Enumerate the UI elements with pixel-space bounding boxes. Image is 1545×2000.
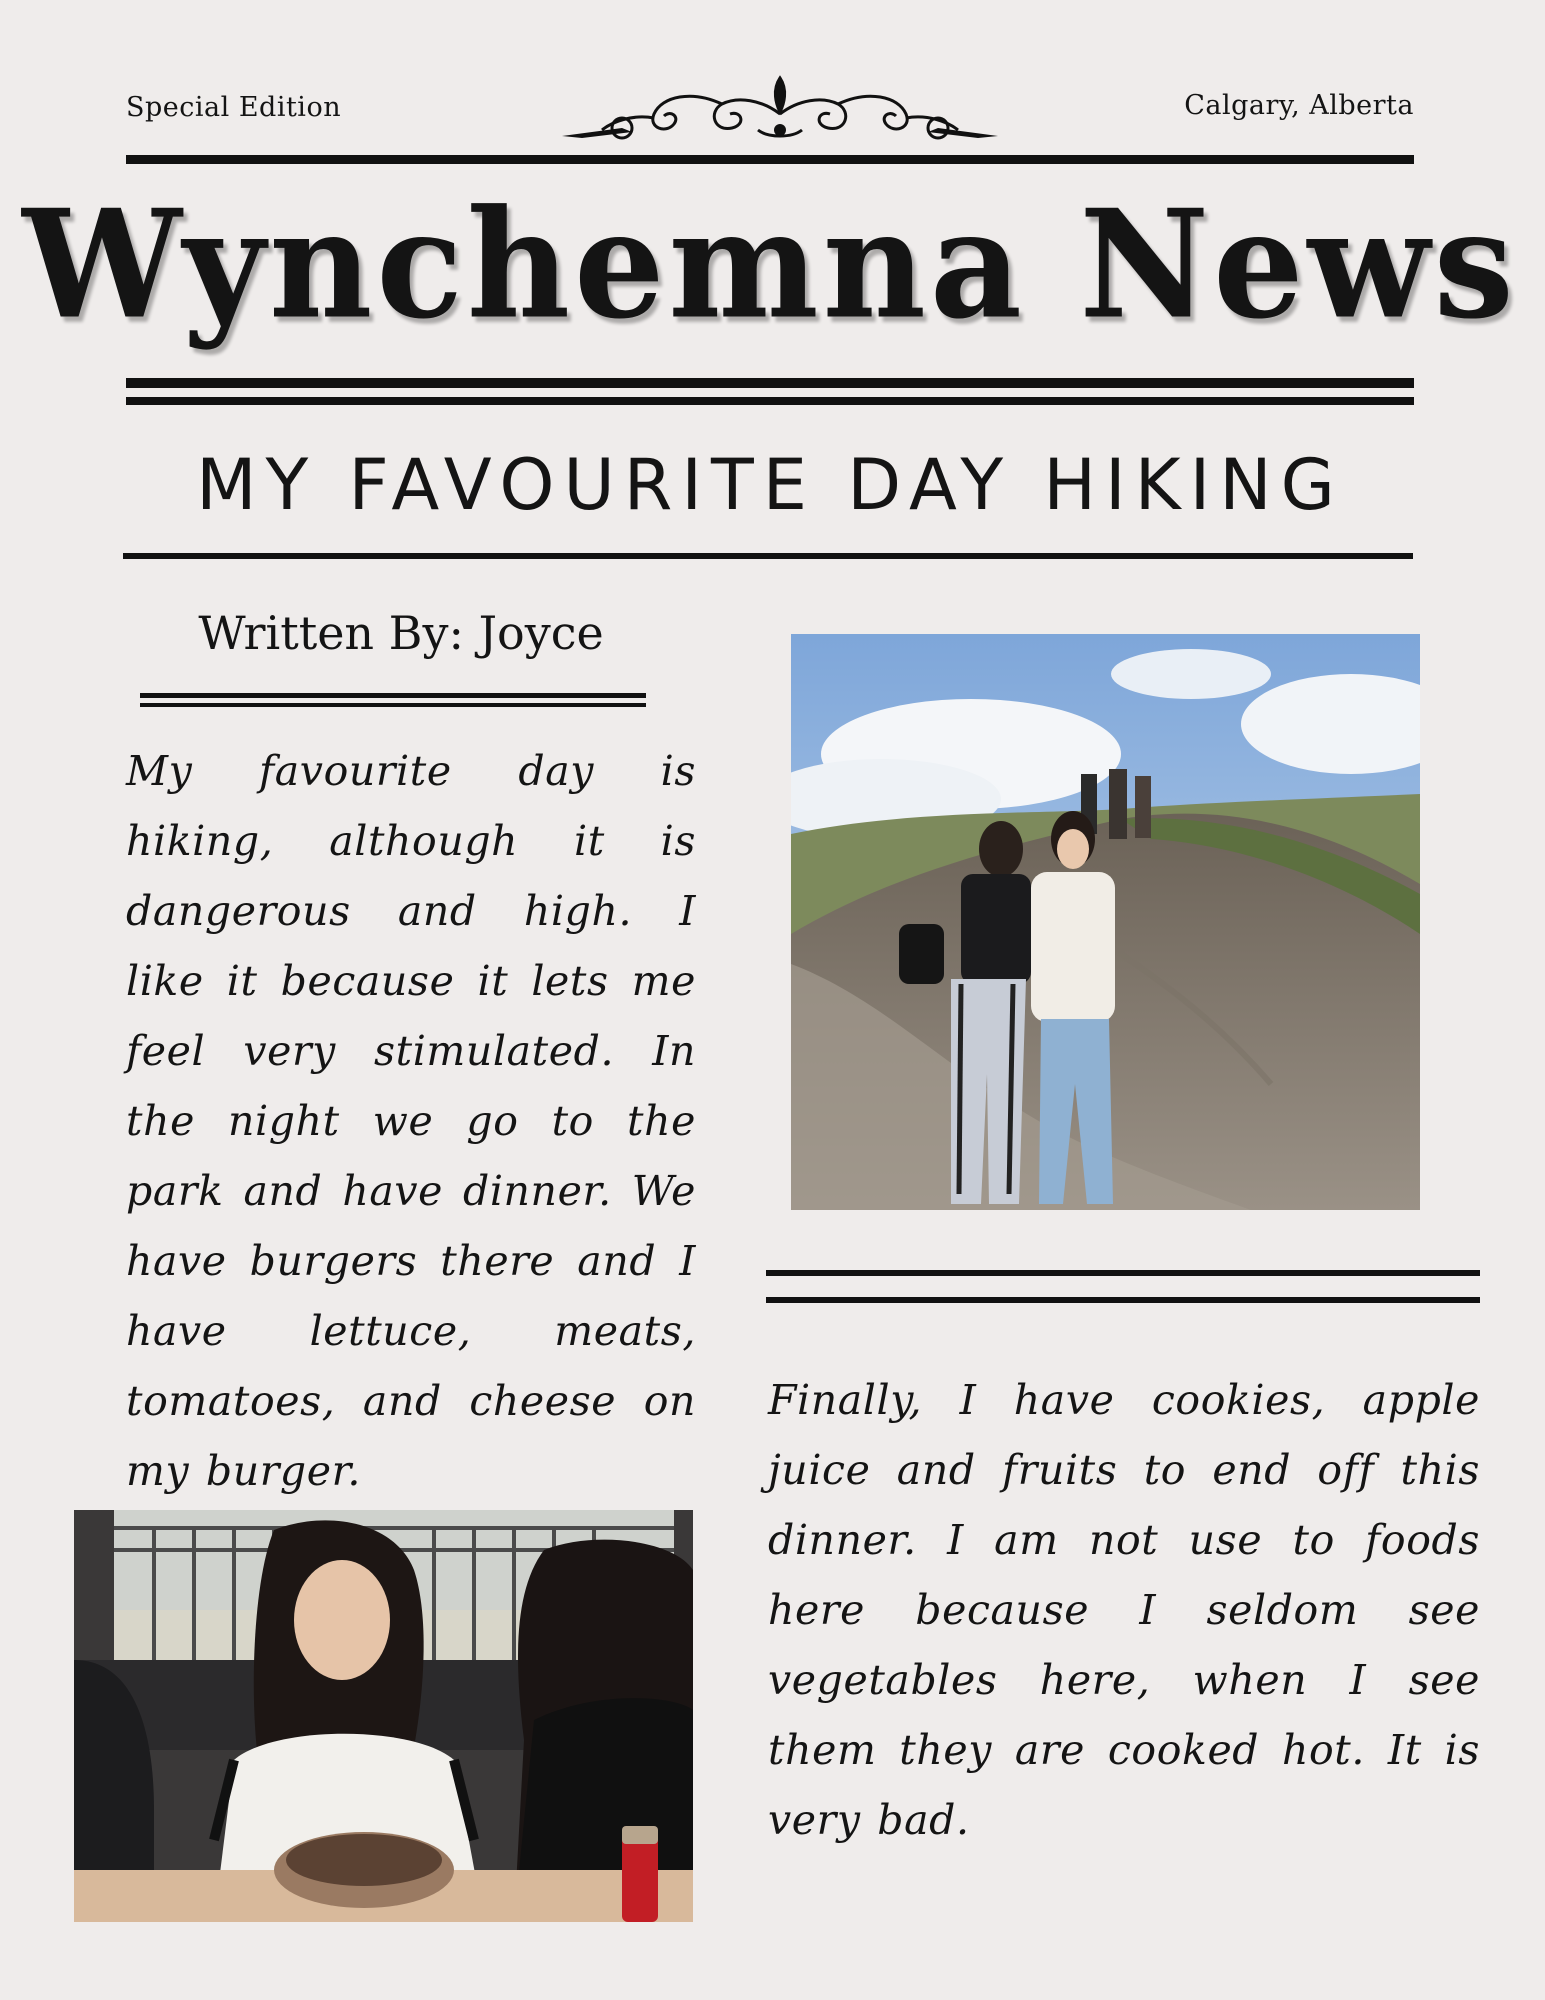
column-rule-bottom (766, 1297, 1480, 1303)
headline-rule (123, 553, 1413, 559)
article-headline: MY FAVOURITE DAY HIKING (196, 444, 1344, 526)
masthead-bottom-rule-thick (126, 378, 1414, 388)
byline-rule-top (140, 693, 646, 698)
location-label: Calgary, Alberta (1184, 90, 1414, 121)
edition-label: Special Edition (126, 92, 342, 123)
column-rule-top (766, 1270, 1480, 1276)
newspaper-title: Wynchemna News (22, 177, 1518, 353)
dinner-photo (74, 1510, 693, 1922)
article-byline: Written By: Joyce (198, 606, 604, 660)
byline-rule-bottom (140, 703, 646, 707)
article-paragraph-1: My favourite day is hiking, although it is dangerous and high. I like it because it lets me feel very stimulated. In the night we go to the park and have dinner. We have burgers there and I have lettuce, meats, tomatoes, and cheese on my burger. (126, 747, 696, 1495)
masthead-top-rule (126, 155, 1414, 164)
article-paragraph-2: Finally, I have cookies, apple juice and fruits to end off this dinner. I am not use to foods here because I seldom see vegetables here, when I see them they are cooked hot. It is very bad. (768, 1376, 1480, 1844)
flourish-ornament-icon (562, 70, 998, 146)
masthead-bottom-rule-thin (126, 397, 1414, 405)
hiking-photo (791, 634, 1420, 1210)
